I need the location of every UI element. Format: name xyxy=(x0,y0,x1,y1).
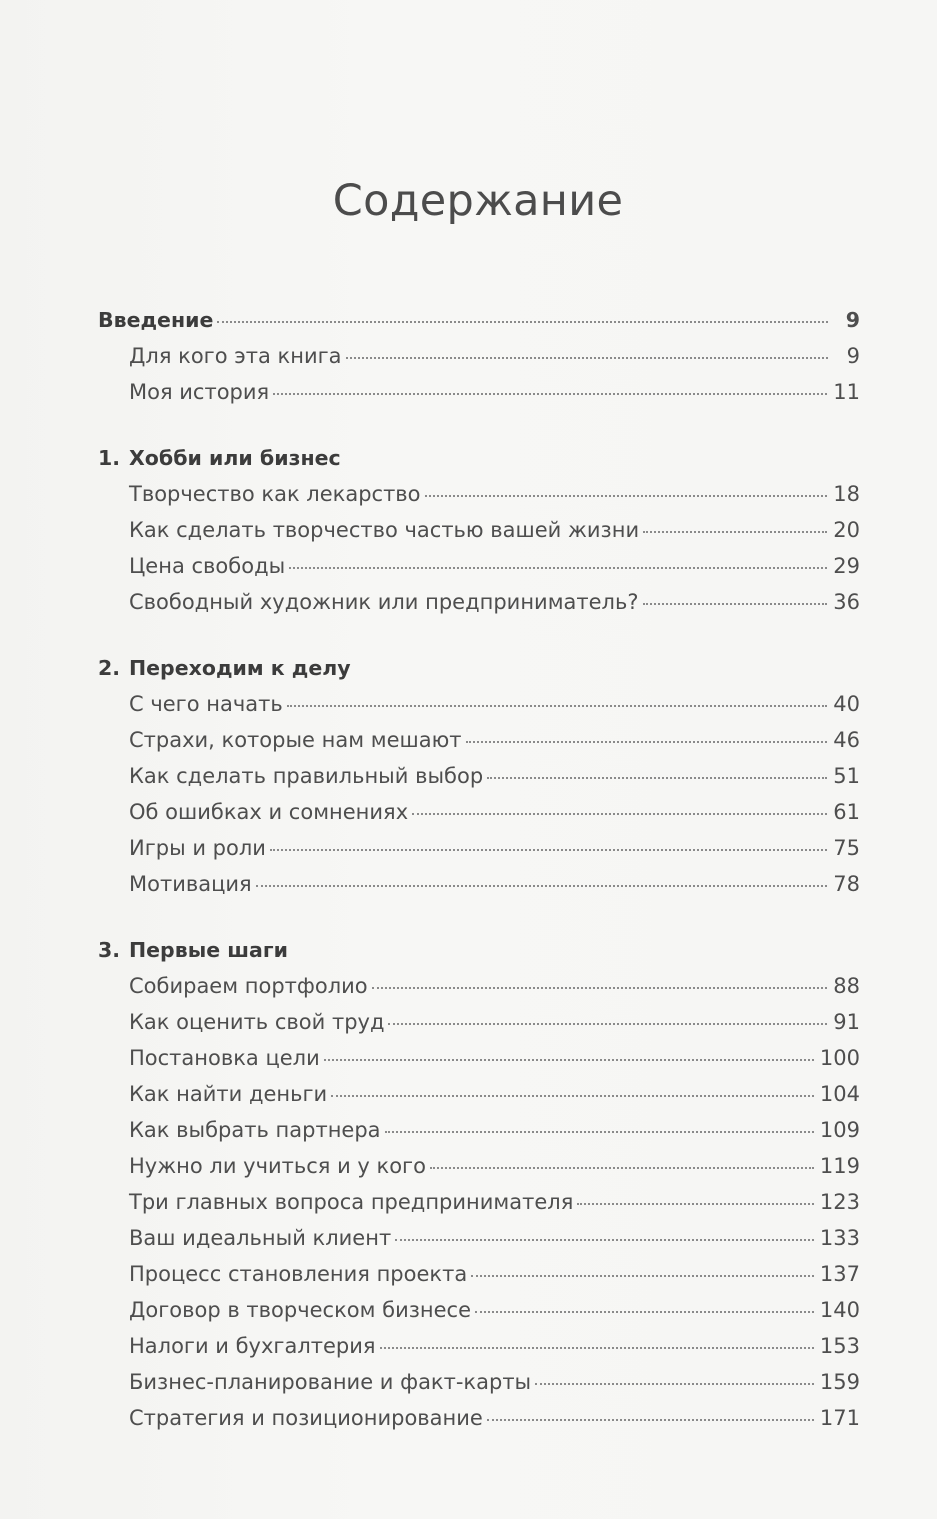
page-number: 29 xyxy=(833,554,860,578)
page-number: 159 xyxy=(819,1370,860,1394)
section-title: Переходим к делу xyxy=(129,656,351,680)
dot-leader xyxy=(643,530,827,533)
section-number: 2. xyxy=(98,656,121,680)
toc-entry xyxy=(98,512,860,548)
page-number: 91 xyxy=(833,1010,860,1034)
page-number: 75 xyxy=(833,836,860,860)
toc-entry-label: С чего начать xyxy=(129,692,283,716)
toc-entry-label: Ваш идеальный клиент xyxy=(129,1226,392,1250)
section-heading-label xyxy=(98,302,213,338)
toc-entry-label: Цена свободы xyxy=(129,554,286,578)
section-title: Введение xyxy=(98,308,214,332)
section-heading-label xyxy=(98,440,341,476)
toc-entry xyxy=(98,1004,860,1040)
toc-entry xyxy=(98,584,860,620)
page-number: 109 xyxy=(819,1118,860,1142)
dot-leader xyxy=(388,1022,827,1025)
toc-entry xyxy=(98,1364,860,1400)
dot-leader xyxy=(380,1346,814,1349)
toc-section xyxy=(98,932,860,1436)
page-number: 51 xyxy=(833,764,860,788)
toc-entry xyxy=(98,968,860,1004)
dot-leader xyxy=(395,1238,814,1241)
page-number: 18 xyxy=(833,482,860,506)
section-number: 1. xyxy=(98,446,121,470)
section-heading-label xyxy=(98,932,288,968)
toc-entry-label: Как сделать правильный выбор xyxy=(129,764,484,788)
toc-section-heading xyxy=(98,440,860,476)
toc-entry-label: Налоги и бухгалтерия xyxy=(129,1334,376,1358)
toc-entry-label: Как выбрать партнера xyxy=(129,1118,381,1142)
page-number: 9 xyxy=(845,308,860,332)
dot-leader xyxy=(331,1094,814,1097)
page-number: 46 xyxy=(833,728,860,752)
toc-entry-label: Творчество как лекарство xyxy=(129,482,421,506)
page-number: 88 xyxy=(833,974,860,998)
dot-leader xyxy=(273,392,827,395)
toc-entry xyxy=(98,866,860,902)
page-number: 9 xyxy=(846,344,860,368)
toc-entry-label: Свободный художник или предприниматель? xyxy=(129,590,639,614)
toc-entry-label: Договор в творческом бизнесе xyxy=(129,1298,472,1322)
dot-leader xyxy=(346,356,829,359)
toc-entry xyxy=(98,476,860,512)
dot-leader xyxy=(487,1418,814,1421)
toc-entry-label: Процесс становления проекта xyxy=(129,1262,468,1286)
dot-leader xyxy=(385,1130,814,1133)
toc-entry xyxy=(98,1112,860,1148)
toc-entry xyxy=(98,1148,860,1184)
dot-leader xyxy=(471,1274,814,1277)
page-number: 100 xyxy=(819,1046,860,1070)
toc-entry-label: Как оценить свой труд xyxy=(129,1010,385,1034)
page-number: 40 xyxy=(833,692,860,716)
dot-leader xyxy=(372,986,828,989)
page-number: 137 xyxy=(819,1262,860,1286)
dot-leader xyxy=(270,848,827,851)
page-number: 140 xyxy=(819,1298,860,1322)
toc-entry xyxy=(98,338,860,374)
dot-leader xyxy=(466,740,828,743)
page-number: 133 xyxy=(819,1226,860,1250)
toc-entry xyxy=(98,794,860,830)
page-number: 11 xyxy=(833,380,860,404)
page-number: 20 xyxy=(833,518,860,542)
toc-entry-label: Три главных вопроса предпринимателя xyxy=(129,1190,574,1214)
dot-leader xyxy=(487,776,827,779)
toc-entry xyxy=(98,548,860,584)
toc-section-heading xyxy=(98,650,860,686)
section-title: Первые шаги xyxy=(129,938,288,962)
toc-entry-label: Собираем портфолио xyxy=(129,974,368,998)
toc-entry xyxy=(98,1292,860,1328)
toc-entry xyxy=(98,722,860,758)
dot-leader xyxy=(577,1202,814,1205)
section-gap xyxy=(98,620,860,650)
page-number: 61 xyxy=(833,800,860,824)
section-title: Хобби или бизнес xyxy=(129,446,341,470)
toc-entry xyxy=(98,1184,860,1220)
dot-leader xyxy=(287,704,828,707)
toc-entry xyxy=(98,758,860,794)
toc-entry xyxy=(98,374,860,410)
toc-entry xyxy=(98,1328,860,1364)
toc-section xyxy=(98,302,860,410)
dot-leader xyxy=(425,494,828,497)
dot-leader xyxy=(324,1058,814,1061)
toc-entry xyxy=(98,1256,860,1292)
toc-entry-label: Для кого эта книга xyxy=(129,344,342,368)
toc-entry xyxy=(98,1076,860,1112)
section-gap xyxy=(98,902,860,932)
toc-entry-label: Мотивация xyxy=(129,872,252,896)
section-gap xyxy=(98,410,860,440)
section-heading-label xyxy=(98,650,351,686)
page-number: 153 xyxy=(819,1334,860,1358)
page-number: 171 xyxy=(819,1406,860,1430)
page-title: Содержание xyxy=(332,176,624,226)
toc-entry xyxy=(98,686,860,722)
dot-leader xyxy=(256,884,828,887)
toc-entry-label: Бизнес-планирование и факт-карты xyxy=(129,1370,532,1394)
page-number: 78 xyxy=(833,872,860,896)
toc-entry-label: Моя история xyxy=(129,380,270,404)
toc-section-heading xyxy=(98,302,860,338)
page-number: 123 xyxy=(819,1190,860,1214)
page-number: 36 xyxy=(833,590,860,614)
page-number: 119 xyxy=(819,1154,860,1178)
toc-entry-label: Постановка цели xyxy=(129,1046,320,1070)
toc-entry xyxy=(98,1400,860,1436)
toc-entry xyxy=(98,830,860,866)
toc-section-heading xyxy=(98,932,860,968)
toc-entry-label: Нужно ли учиться и у кого xyxy=(129,1154,426,1178)
dot-leader xyxy=(535,1382,814,1385)
page-number: 104 xyxy=(819,1082,860,1106)
toc-entry-label: Игры и роли xyxy=(129,836,266,860)
dot-leader xyxy=(412,812,827,815)
dot-leader xyxy=(289,566,827,569)
dot-leader xyxy=(430,1166,814,1169)
toc-entry-label: Страхи, которые нам мешают xyxy=(129,728,462,752)
toc-section xyxy=(98,650,860,902)
dot-leader xyxy=(475,1310,814,1313)
toc-entry-label: Об ошибках и сомнениях xyxy=(129,800,409,824)
toc-entry xyxy=(98,1220,860,1256)
dot-leader xyxy=(643,602,828,605)
toc-entry-label: Как сделать творчество частью вашей жизни xyxy=(129,518,640,542)
dot-leader xyxy=(217,320,828,323)
section-number: 3. xyxy=(98,938,121,962)
toc-entry-label: Стратегия и позиционирование xyxy=(129,1406,483,1430)
table-of-contents xyxy=(98,302,860,1436)
toc-entry xyxy=(98,1040,860,1076)
toc-section xyxy=(98,440,860,620)
toc-entry-label: Как найти деньги xyxy=(129,1082,328,1106)
